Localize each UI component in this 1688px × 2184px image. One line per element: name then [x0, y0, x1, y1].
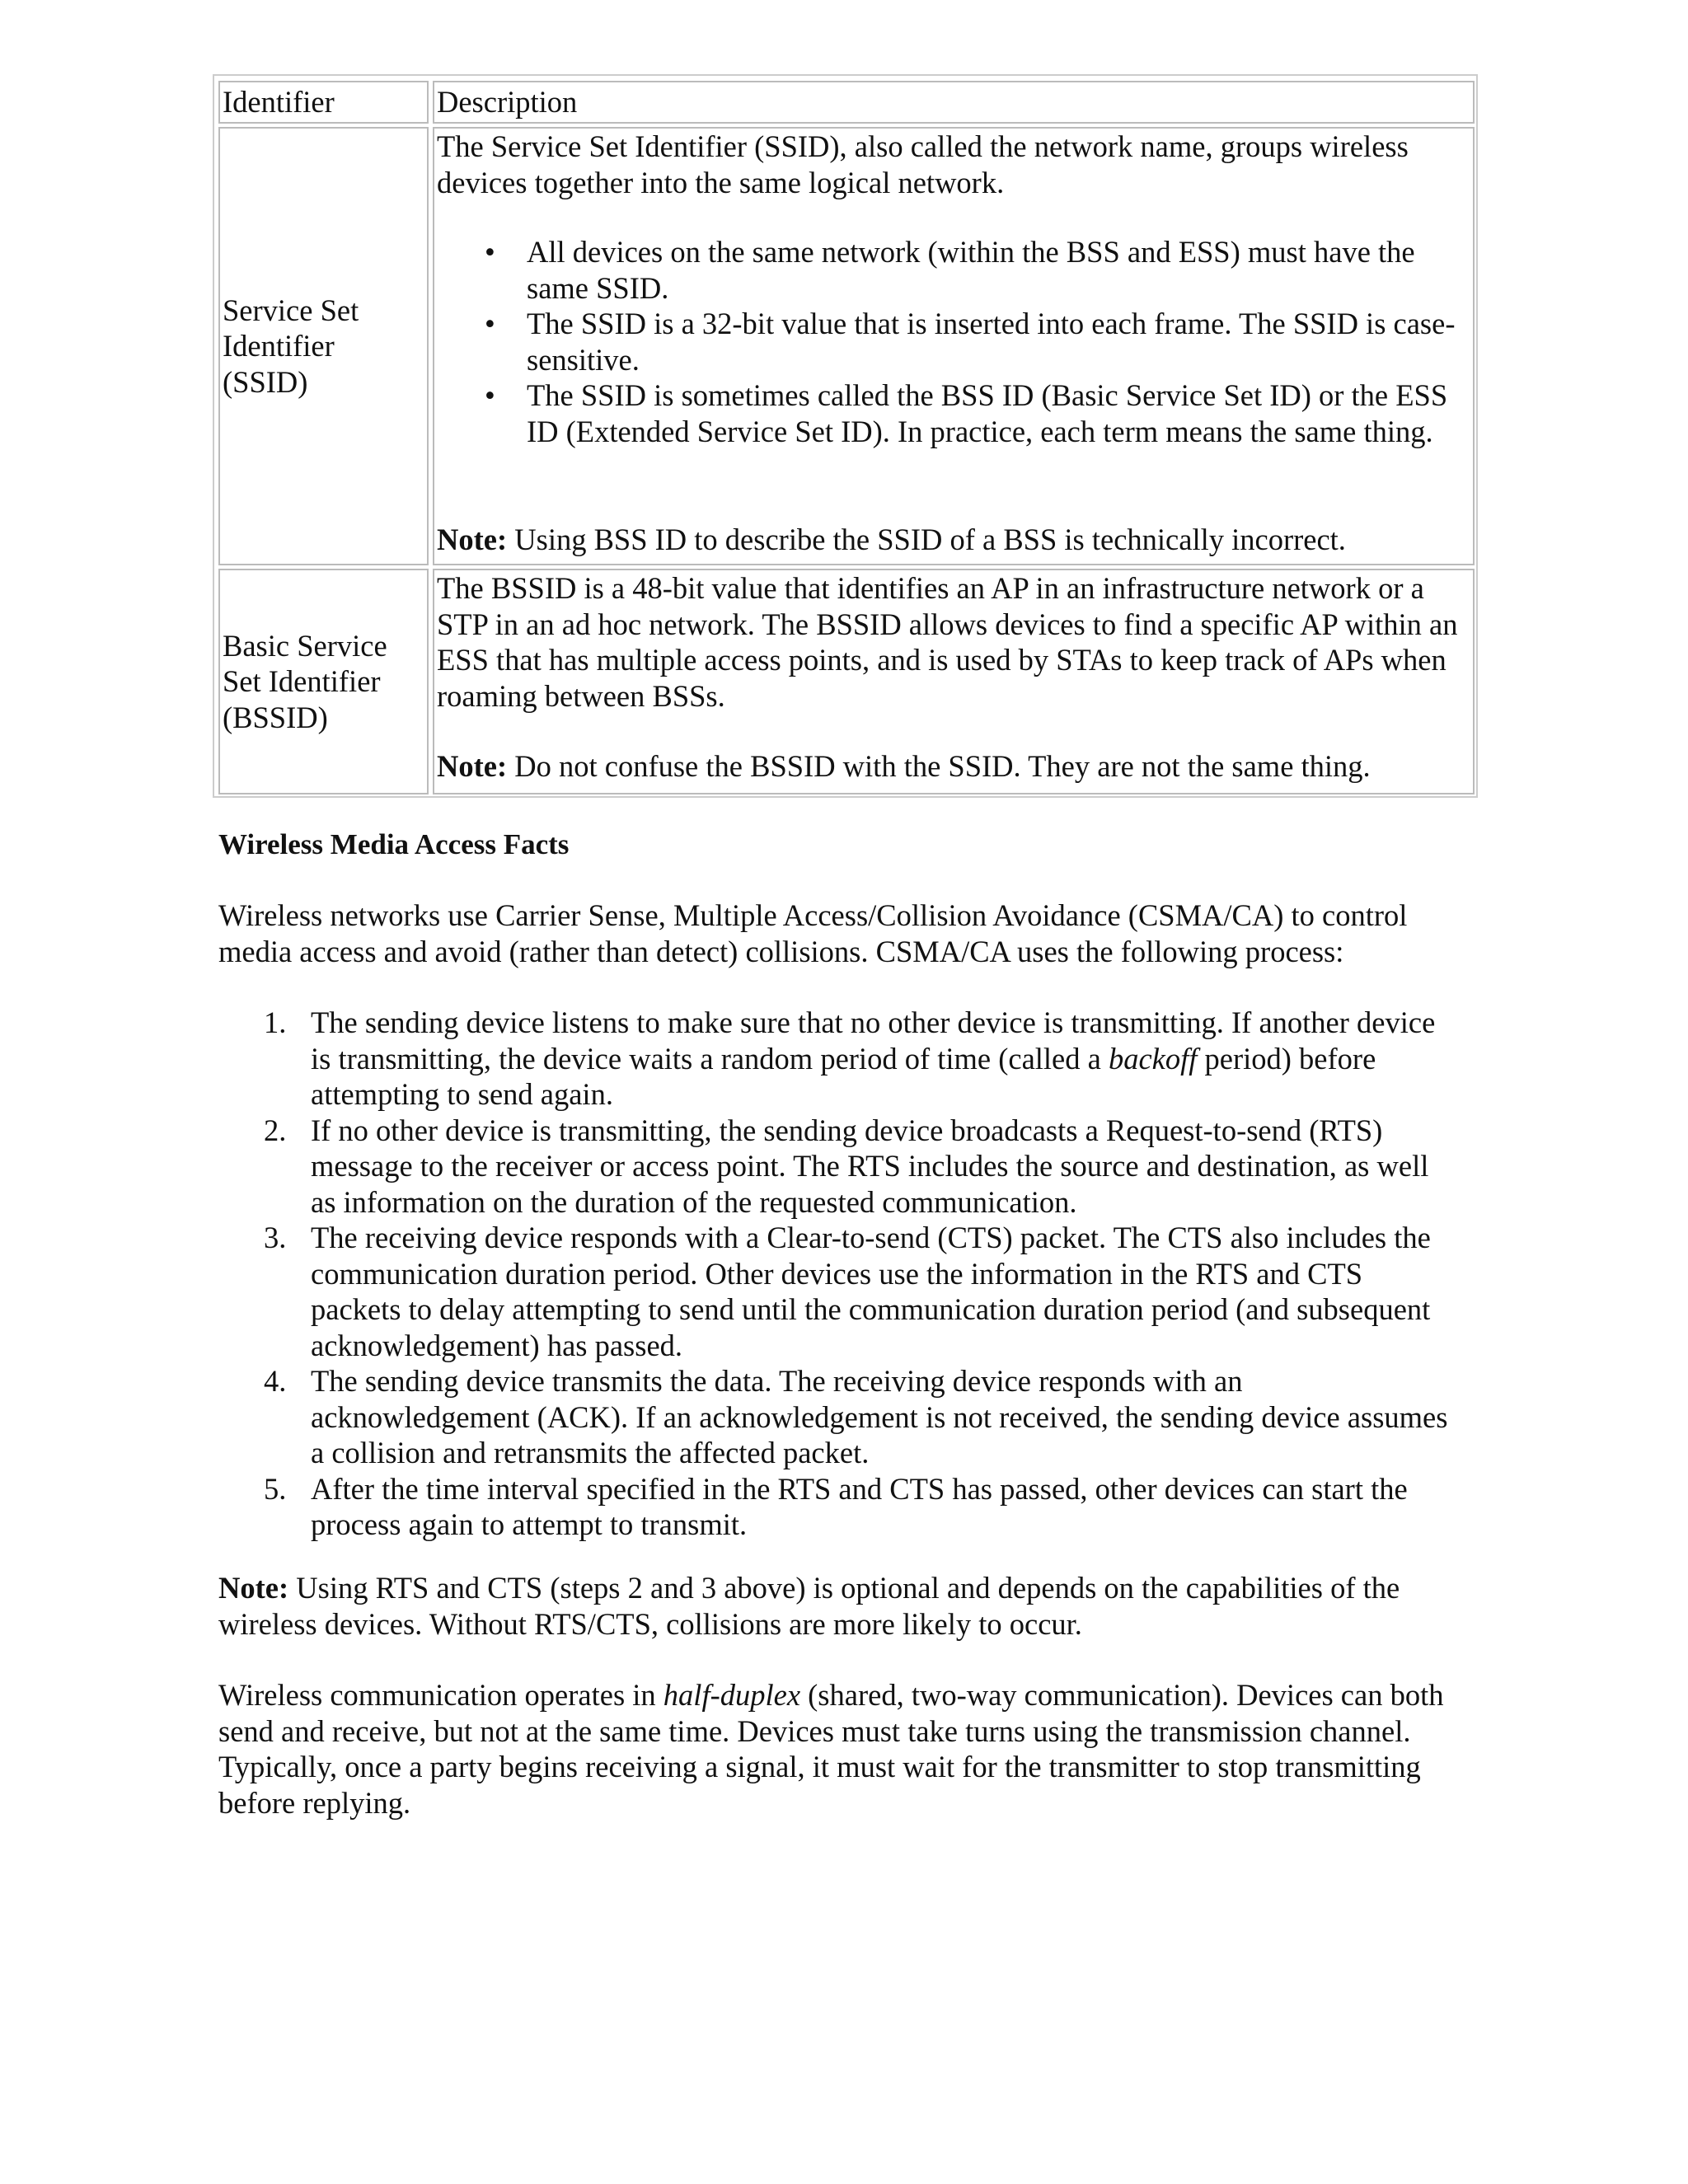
header-description-label: Description [437, 85, 578, 119]
note-text: Using BSS ID to describe the SSID of a BSS is technically incorrect. [507, 523, 1346, 556]
ssid-bullet-list [434, 234, 1469, 449]
step-text-before: The receiving device responds with a Clear-to-send (CTS) packet. The CTS also includes the communication duration period. Other devices use the information in the RTS and CTS packets to delay attempting to send until the communication duration period (and subsequent acknowledgement) has passed. [311, 1221, 1431, 1362]
bssid-identifier-text: Basic Service Set Identifier (BSSID) [223, 628, 387, 734]
note-label: Note: [437, 749, 508, 783]
ssid-bullet-3: The SSID is sometimes called the BSS ID (Basic Service Set ID) or the ESS ID (Extended Service Set ID). In practice, each term means the same thing. [527, 378, 1448, 448]
table-row-bssid-description [433, 569, 1475, 794]
list-item [218, 1471, 1455, 1543]
list-item [218, 1005, 1455, 1113]
half-duplex-before: Wireless communication operates in [218, 1678, 663, 1712]
header-identifier-label: Identifier [223, 85, 335, 119]
step-text-before: After the time interval specified in the RTS and CTS has passed, other devices can start the process again to attempt to transmit. [311, 1471, 1408, 1541]
step-number: 2. [264, 1113, 287, 1147]
bssid-note [437, 748, 1467, 785]
list-item [218, 1363, 1455, 1471]
bullet-icon: • [485, 235, 495, 269]
ssid-identifier-text: Service Set Identifier (SSID) [223, 293, 359, 399]
step-text-before: If no other device is transmitting, the sending device broadcasts a Request-to-send (RTS) message to the receiver or access point. The RTS includes the source and destination, as well as information on the duration of the requested communication. [311, 1113, 1429, 1219]
step-text-before: The sending device transmits the data. The receiving device responds with an acknowledgement (ACK). If an acknowledgement is not received, the sending device assumes a collision and retransmits the affected packet. [311, 1364, 1448, 1469]
step-number: 4. [264, 1364, 287, 1398]
bssid-body: The BSSID is a 48-bit value that identifies an AP in an infrastructure network or a STP in an ad hoc network. The BSSID allows devices to find a specific AP within an ESS that has multiple access points, and is used by STAs to keep track of APs when roaming between BSSs. [437, 571, 1458, 713]
section-heading: Wireless Media Access Facts [218, 828, 570, 860]
bullet-icon: • [485, 307, 495, 340]
bullet-icon: • [485, 378, 495, 412]
list-item [218, 1113, 1455, 1221]
table-header-description [433, 81, 1475, 124]
step-number: 1. [264, 1005, 287, 1039]
note-text: Do not confuse the BSSID with the SSID. They are not the same thing. [507, 749, 1371, 783]
table-row-ssid-description [433, 127, 1475, 565]
half-duplex-paragraph [218, 1677, 1455, 1821]
rts-cts-note [218, 1570, 1455, 1642]
half-duplex-italic: half-duplex [663, 1678, 801, 1712]
ssid-bullet-2: The SSID is a 32-bit value that is inserted into each frame. The SSID is case-sensitive. [527, 307, 1456, 377]
note-text: Using RTS and CTS (steps 2 and 3 above) is optional and depends on the capabilities of the wireless devices. Without RTS/CTS, collisions are more likely to occur. [218, 1571, 1400, 1641]
ssid-intro: The Service Set Identifier (SSID), also called the network name, groups wireless devices together into the same logical network. [437, 129, 1409, 199]
step-number: 3. [264, 1221, 287, 1254]
identifier-table [213, 74, 1478, 798]
csma-steps-list [218, 1005, 1455, 1543]
ssid-bullet-1: All devices on the same network (within the BSS and ESS) must have the same SSID. [527, 235, 1415, 305]
half-duplex-after: (shared, two-way communication). Devices can both send and receive, but not at the same time. Devices must take turns using the transmission channel. Typically, once a party begins receiving a signal, it must wait for the transmitter to stop transmitting before replying. [218, 1678, 1444, 1820]
list-item [434, 306, 1469, 377]
step-text-before: The sending device listens to make sure that no other device is transmitting. If another device is transmitting, the device waits a random period of time (called a [311, 1005, 1436, 1076]
step-text-after: period) before attempting to send again. [311, 1041, 1376, 1111]
list-item [434, 377, 1469, 449]
ssid-note [437, 522, 1467, 558]
step-number: 5. [264, 1471, 287, 1506]
table-header-identifier [218, 81, 429, 124]
list-item [434, 234, 1469, 306]
note-label: Note: [437, 523, 508, 556]
note-label: Note: [218, 1571, 289, 1605]
table-row-bssid-identifier [218, 569, 429, 794]
section-intro: Wireless networks use Carrier Sense, Multiple Access/Collision Avoidance (CSMA/CA) to control media access and avoid (rather than detect) collisions. CSMA/CA uses the following process: [218, 898, 1408, 968]
list-item [218, 1220, 1455, 1363]
table-row-ssid-identifier [218, 127, 429, 565]
step-text-italic: backoff [1108, 1041, 1198, 1076]
